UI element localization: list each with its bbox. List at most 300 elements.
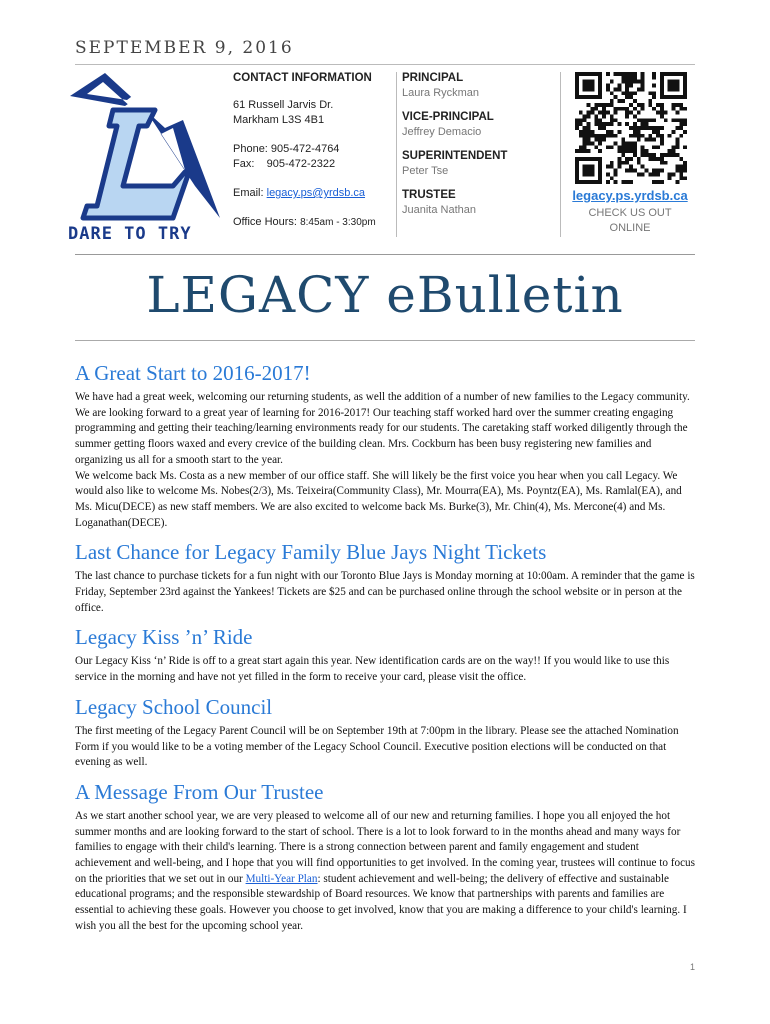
qr-module: [660, 138, 664, 142]
email-line: [233, 186, 393, 201]
qr-module: [679, 118, 683, 122]
qr-module: [633, 142, 637, 146]
qr-module: [610, 161, 614, 165]
qr-module: [587, 122, 591, 126]
qr-module: [629, 95, 633, 99]
qr-module: [672, 149, 676, 153]
qr-module: [641, 118, 645, 122]
trustee-text-after: : student achievement and well-being; the delivery of effective and sustainable educational programs; and the responsible stewardship of Board resources. We know that partnerships with parents and families are essential to achieving these goals. However you choose to get involved, know that you are making a difference to your child's learning. I wish you all the best for the upcoming school year.: [75, 872, 687, 932]
qr-module: [629, 111, 633, 115]
multi-year-plan-link[interactable]: Multi-Year Plan: [245, 872, 318, 885]
qr-module: [610, 165, 614, 169]
qr-module: [641, 149, 645, 153]
qr-module: [625, 149, 629, 153]
qr-module: [637, 80, 641, 84]
qr-module: [652, 145, 656, 149]
qr-module: [583, 80, 595, 92]
qr-module: [645, 149, 649, 153]
qr-module: [660, 126, 664, 130]
qr-module: [625, 122, 629, 126]
qr-module: [660, 142, 664, 146]
qr-module: [660, 153, 664, 157]
trustee-message: [75, 809, 695, 935]
website-caption: [560, 206, 700, 236]
qr-module: [625, 145, 629, 149]
contact-heading: CONTACT INFORMATION: [233, 72, 372, 84]
column-divider-1: [396, 72, 397, 237]
qr-module: [629, 134, 633, 138]
qr-module: [648, 126, 652, 130]
qr-module: [583, 118, 587, 122]
qr-module: [637, 130, 641, 134]
qr-module: [652, 172, 656, 176]
qr-module: [668, 80, 680, 92]
qr-module: [587, 138, 591, 142]
qr-module: [633, 114, 637, 118]
qr-module: [575, 122, 579, 126]
qr-module: [664, 161, 668, 165]
qr-module: [675, 138, 679, 142]
qr-module: [583, 134, 587, 138]
qr-module: [625, 161, 629, 165]
qr-module: [606, 145, 610, 149]
qr-module: [656, 169, 660, 173]
qr-module: [652, 107, 656, 111]
qr-module: [637, 134, 641, 138]
qr-module: [683, 145, 687, 149]
qr-module: [648, 138, 652, 142]
qr-module: [641, 84, 645, 88]
qr-module: [648, 91, 652, 95]
qr-module: [621, 149, 625, 153]
qr-module: [641, 165, 645, 169]
qr-module: [610, 103, 614, 107]
qr-module: [629, 126, 633, 130]
qr-module: [675, 142, 679, 146]
qr-module: [590, 130, 594, 134]
qr-module: [652, 76, 656, 80]
staff-name: Peter Tse: [402, 165, 449, 177]
qr-module: [660, 161, 664, 165]
qr-module: [583, 149, 587, 153]
qr-module: [683, 130, 687, 134]
qr-module: [621, 145, 625, 149]
qr-module: [598, 122, 602, 126]
qr-module: [587, 111, 591, 115]
qr-module: [610, 80, 614, 84]
phone-number: Phone: 905-472-4764: [233, 143, 340, 155]
qr-module: [641, 122, 645, 126]
qr-module: [598, 111, 602, 115]
qr-module: [602, 134, 606, 138]
qr-module: [637, 157, 641, 161]
qr-module: [660, 180, 664, 184]
qr-module: [625, 87, 629, 91]
qr-module: [575, 118, 579, 122]
qr-module: [621, 153, 625, 157]
qr-module: [637, 172, 641, 176]
qr-module: [625, 95, 629, 99]
qr-module: [633, 107, 637, 111]
staff-role: TRUSTEE: [402, 189, 456, 201]
qr-module: [606, 84, 610, 88]
qr-module: [610, 118, 614, 122]
qr-module: [660, 107, 664, 111]
qr-module: [606, 103, 610, 107]
staff-role: VICE-PRINCIPAL: [402, 111, 494, 123]
qr-module: [629, 180, 633, 184]
qr-module: [633, 91, 637, 95]
qr-module: [621, 80, 625, 84]
qr-module: [633, 126, 637, 130]
qr-module: [683, 176, 687, 180]
qr-module: [590, 111, 594, 115]
section-paragraph: We welcome back Ms. Costa as a new member of our office staff. She will likely be the first voice you hear when you call Legacy. We would also like to welcome Ms. Nobes(2/3), Ms. Teixeira(Community Class), Mr. Mourra(EA), Ms. Poyntz(EA), Ms. Ramlal(EA), and Ms. Micu(DECE) as new staff members. We are also excited to welcome back Ms. Burke(3), Mr. Chin(4), Ms. Mercone(4) and Ms. Loganathan(DECE).: [75, 469, 682, 529]
qr-module: [629, 76, 633, 80]
qr-module: [602, 122, 606, 126]
qr-module: [672, 107, 676, 111]
school-motto: DARE TO TRY: [68, 224, 192, 244]
qr-module: [617, 161, 621, 165]
qr-module: [660, 103, 664, 107]
qr-module: [641, 153, 645, 157]
qr-module: [641, 172, 645, 176]
qr-module: [583, 126, 587, 130]
qr-module: [625, 169, 629, 173]
qr-module: [617, 107, 621, 111]
fax-number: 905-472-2322: [266, 158, 336, 170]
address-line-1: 61 Russell Jarvis Dr.: [233, 99, 334, 111]
qr-module: [575, 149, 579, 153]
email-label: Email:: [233, 187, 264, 199]
qr-module: [641, 103, 645, 107]
qr-module: [633, 130, 637, 134]
qr-module: [660, 169, 664, 173]
qr-module: [641, 107, 645, 111]
qr-module: [672, 103, 676, 107]
qr-module: [617, 149, 621, 153]
section-paragraph: The first meeting of the Legacy Parent Council will be on September 19th at 7:00pm in the library. Please see the attached Nomination Form if you would like to be a voting member of the Legacy School Council. Executive position elections will be conducted on that evening as well.: [75, 724, 679, 769]
qr-module: [625, 76, 629, 80]
qr-module: [594, 145, 598, 149]
qr-module: [617, 84, 621, 88]
qr-module: [598, 142, 602, 146]
qr-module: [602, 114, 606, 118]
qr-module: [641, 145, 645, 149]
qr-module: [637, 87, 641, 91]
qr-module: [621, 107, 625, 111]
qr-module: [637, 103, 641, 107]
qr-module: [606, 72, 610, 76]
staff-name: Juanita Nathan: [402, 204, 476, 216]
qr-module: [610, 91, 614, 95]
header-bottom-rule: [75, 254, 695, 255]
qr-module: [617, 145, 621, 149]
qr-module: [614, 142, 618, 146]
qr-module: [660, 134, 664, 138]
qr-module: [683, 122, 687, 126]
caption-line-1: CHECK US OUT: [588, 207, 672, 219]
qr-module: [660, 157, 664, 161]
qr-module: [614, 134, 618, 138]
bulletin-date: SEPTEMBER 9, 2016: [75, 38, 294, 58]
qr-module: [683, 118, 687, 122]
qr-module: [656, 172, 660, 176]
qr-module: [575, 126, 579, 130]
qr-module: [610, 130, 614, 134]
qr-module: [648, 99, 652, 103]
qr-module: [664, 111, 668, 115]
qr-module: [660, 111, 664, 115]
qr-module: [587, 149, 591, 153]
qr-module: [614, 107, 618, 111]
qr-module: [648, 134, 652, 138]
qr-module: [652, 153, 656, 157]
qr-module: [587, 130, 591, 134]
qr-module: [614, 180, 618, 184]
qr-code[interactable]: [575, 72, 687, 184]
qr-module: [652, 95, 656, 99]
qr-module: [602, 126, 606, 130]
qr-module: [668, 149, 672, 153]
qr-module: [625, 107, 629, 111]
contact-information: [233, 72, 393, 230]
qr-module: [675, 145, 679, 149]
qr-module: [598, 103, 602, 107]
qr-module: [594, 114, 598, 118]
email-link[interactable]: legacy.ps@yrdsb.ca: [266, 187, 366, 199]
qr-module: [675, 126, 679, 130]
qr-module: [637, 111, 641, 115]
qr-module: [621, 180, 625, 184]
qr-module: [652, 169, 656, 173]
qr-module: [629, 165, 633, 169]
qr-module: [610, 176, 614, 180]
qr-module: [594, 138, 598, 142]
qr-module: [610, 122, 614, 126]
qr-module: [629, 91, 633, 95]
qr-module: [648, 103, 652, 107]
qr-module: [645, 122, 649, 126]
qr-module: [614, 169, 618, 173]
qr-module: [637, 118, 641, 122]
qr-module: [629, 80, 633, 84]
qr-module: [606, 111, 610, 115]
qr-module: [625, 157, 629, 161]
qr-module: [683, 169, 687, 173]
qr-module: [590, 134, 594, 138]
qr-module: [587, 126, 591, 130]
qr-module: [617, 157, 621, 161]
qr-module: [645, 126, 649, 130]
qr-module: [614, 95, 618, 99]
qr-module: [656, 103, 660, 107]
qr-module: [645, 169, 649, 173]
qr-module: [652, 118, 656, 122]
qr-module: [648, 153, 652, 157]
qr-module: [664, 118, 668, 122]
qr-module: [683, 161, 687, 165]
fax-line: [233, 157, 393, 172]
qr-module: [675, 180, 679, 184]
trustee-text-before: As we start another school year, we are very pleased to welcome all of our new and returning families. I hope you all enjoyed the hot summer months and are looking forward to the start of school. There is a lot to look forward to in the months ahead and many ways for families to engage with their child's learning. There is a strong connection between parent and family engagement and student achievement and well-being, and I hope that you will find opportunities to get involved. In the coming year, trustees will continue to focus on the priorities that we set out in our: [75, 809, 695, 885]
page-number: 1: [689, 962, 695, 972]
section-paragraph: The last chance to purchase tickets for a fun night with our Toronto Blue Jays is Monday morning at 10:00am. A reminder that the game is Friday, September 23rd against the Yankees! Tickets are $25 and can be purchased online through the school website or in person at the office.: [75, 570, 695, 614]
address-line-2: Markham L3S 4B1: [233, 114, 325, 126]
qr-module: [633, 122, 637, 126]
qr-module: [614, 87, 618, 91]
office-hours-line: [233, 215, 393, 230]
qr-module: [652, 157, 656, 161]
qr-module: [617, 72, 621, 76]
qr-module: [668, 172, 672, 176]
qr-module: [679, 122, 683, 126]
staff-name: Laura Ryckman: [402, 87, 480, 99]
qr-module: [621, 142, 625, 146]
qr-module: [625, 84, 629, 88]
qr-module: [633, 76, 637, 80]
qr-module: [652, 130, 656, 134]
qr-module: [641, 76, 645, 80]
qr-module: [614, 72, 618, 76]
qr-module: [614, 118, 618, 122]
qr-module: [641, 126, 645, 130]
qr-module: [672, 118, 676, 122]
qr-module: [598, 126, 602, 130]
qr-module: [625, 91, 629, 95]
office-hours-value: 8:45am - 3:30pm: [300, 217, 376, 228]
qr-module: [594, 122, 598, 126]
qr-module: [610, 99, 614, 103]
qr-module: [675, 103, 679, 107]
qr-module: [587, 142, 591, 146]
qr-module: [587, 114, 591, 118]
qr-module: [679, 103, 683, 107]
qr-module: [629, 142, 633, 146]
qr-module: [583, 165, 595, 177]
qr-module: [621, 91, 625, 95]
qr-module: [583, 114, 587, 118]
qr-module: [594, 118, 598, 122]
qr-module: [656, 111, 660, 115]
qr-module: [610, 114, 614, 118]
qr-module: [606, 180, 610, 184]
qr-module: [656, 130, 660, 134]
qr-module: [625, 114, 629, 118]
website-link[interactable]: legacy.ps.yrdsb.ca: [572, 188, 688, 203]
qr-module: [606, 134, 610, 138]
qr-module: [610, 145, 614, 149]
caption-line-2: ONLINE: [609, 222, 651, 234]
qr-module: [679, 107, 683, 111]
qr-module: [641, 134, 645, 138]
qr-module: [648, 172, 652, 176]
qr-module: [617, 130, 621, 134]
qr-module: [633, 153, 637, 157]
qr-module: [679, 165, 683, 169]
section-paragraph: Our Legacy Kiss ‘n’ Ride is off to a great start again this year. New identification cards are on the way!! If you would like to use this service in the morning and have not yet filled in the form to receive your card, please visit the office.: [75, 655, 670, 684]
section-paragraph: We have had a great week, welcoming our returning students, as well the addition of a number of new families to the Legacy community. We are looking forward to a great year of learning for 2016-2017! Our teaching staff worked hard over the summer creating engaging programming and getting their teaching/learning environments ready for our students. The caretaking staff worked diligently through the summer getting floors waxed and every crevice of the building clean. Mrs. Cockburn has been busy registering new families and organizing us all for a smooth start to the year.: [75, 391, 690, 466]
qr-module: [633, 169, 637, 173]
qr-module: [579, 130, 583, 134]
qr-module: [617, 165, 621, 169]
qr-module: [621, 161, 625, 165]
qr-module: [629, 84, 633, 88]
office-hours-label: Office Hours:: [233, 216, 297, 228]
qr-module: [614, 111, 618, 115]
qr-module: [679, 176, 683, 180]
fax-label: Fax:: [233, 158, 255, 170]
qr-module: [675, 118, 679, 122]
title-bottom-rule: [75, 340, 695, 341]
qr-module: [648, 157, 652, 161]
qr-module: [645, 118, 649, 122]
qr-module: [625, 111, 629, 115]
qr-module: [656, 157, 660, 161]
qr-module: [621, 138, 625, 142]
section-heading: A Great Start to 2016-2017!: [75, 361, 311, 385]
qr-module: [617, 87, 621, 91]
qr-module: [606, 172, 610, 176]
qr-module: [606, 87, 610, 91]
qr-module: [629, 103, 633, 107]
qr-module: [679, 157, 683, 161]
qr-module: [641, 72, 645, 76]
qr-module: [625, 72, 629, 76]
qr-module: [664, 153, 668, 157]
qr-module: [579, 149, 583, 153]
qr-module: [590, 107, 594, 111]
section-heading: Last Chance for Legacy Family Blue Jays Night Tickets: [75, 540, 547, 565]
qr-module: [629, 145, 633, 149]
qr-module: [633, 149, 637, 153]
qr-module: [594, 134, 598, 138]
qr-module: [621, 76, 625, 80]
qr-module: [633, 145, 637, 149]
qr-module: [587, 134, 591, 138]
qr-module: [652, 180, 656, 184]
qr-module: [629, 149, 633, 153]
qr-module: [602, 107, 606, 111]
staff-name: Jeffrey Demacio: [402, 126, 482, 138]
qr-module: [633, 72, 637, 76]
qr-module: [683, 165, 687, 169]
qr-module: [629, 169, 633, 173]
staff-role: PRINCIPAL: [402, 72, 464, 84]
qr-module: [625, 80, 629, 84]
qr-module: [606, 122, 610, 126]
qr-module: [679, 169, 683, 173]
qr-module: [675, 169, 679, 173]
qr-module: [656, 180, 660, 184]
qr-module: [641, 87, 645, 91]
qr-module: [675, 111, 679, 115]
qr-module: [633, 80, 637, 84]
qr-module: [683, 107, 687, 111]
qr-module: [579, 145, 583, 149]
qr-module: [579, 122, 583, 126]
qr-module: [598, 134, 602, 138]
staff-role: SUPERINTENDENT: [402, 150, 508, 162]
qr-module: [590, 142, 594, 146]
qr-module: [637, 138, 641, 142]
qr-module: [583, 142, 587, 146]
qr-module: [625, 142, 629, 146]
trustee-heading: A Message From Our Trustee: [75, 779, 324, 804]
qr-module: [579, 118, 583, 122]
qr-module: [598, 138, 602, 142]
qr-module: [598, 149, 602, 153]
